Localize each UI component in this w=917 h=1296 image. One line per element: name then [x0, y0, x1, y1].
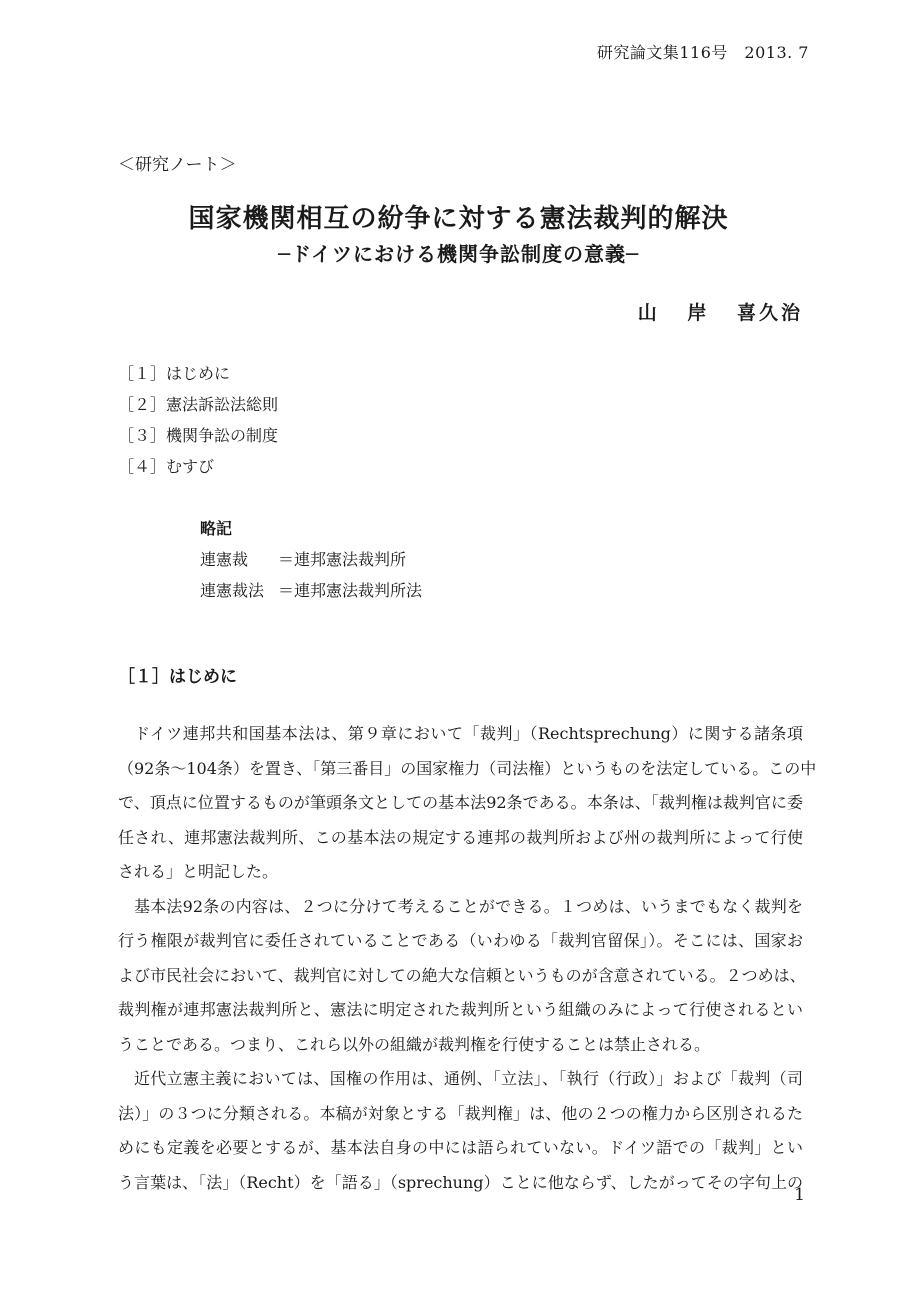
abbreviation-term: 連憲裁 — [200, 550, 249, 569]
article-type-label: ＜研究ノート＞ — [118, 155, 237, 175]
text-line: （92条～104条）を置き、「第三番目」の国家権力（司法権）というものを法定している。この中 — [118, 758, 817, 778]
text-line: 近代立憲主義においては、国権の作用は、通例、「立法」、「執行（行政）」および「裁判（司 — [134, 1069, 803, 1088]
toc-item: ［２］憲法訴訟法総則 — [118, 395, 279, 414]
abbreviations-title: 略記 — [200, 519, 233, 538]
text-line: 裁判権が連邦憲法裁判所と、憲法に明定された裁判所という組織のみによって行使されるとい — [118, 1000, 803, 1019]
text-line: 任され、連邦憲法裁判所、この基本法の規定する連邦の裁判所および州の裁判所によって行使 — [118, 827, 803, 847]
text-line: う言葉は、「法」（Recht）を「語る」（sprechung）ことに他ならず、したがってその字句上の — [118, 1172, 803, 1192]
page-number: 1 — [794, 1185, 805, 1205]
text-line: 基本法92条の内容は、２つに分けて考えることができる。１つめは、いうまでもなく裁判を — [134, 896, 803, 916]
body-text — [118, 717, 817, 1200]
text-line: 法）」の３つに分類される。本稿が対象とする「裁判権」は、他の２つの権力から区別されるた — [118, 1103, 803, 1123]
abbreviations-block — [200, 514, 422, 606]
toc-item: ［４］むすび — [118, 457, 215, 476]
text-line: ドイツ連邦共和国基本法は、第９章において「裁判」（Rechtsprechung）に関する諸条項 — [134, 724, 803, 743]
text-line: うことである。つまり、これら以外の組織が裁判権を行使することは禁止される。 — [118, 1034, 711, 1054]
toc-item: ［３］機関争訟の制度 — [118, 426, 279, 445]
text-line: 行う権限が裁判官に委任されていることである（いわゆる「裁判官留保」）。そこには、国家お — [118, 931, 803, 950]
abbreviation-definition: ＝連邦憲法裁判所 — [278, 550, 407, 569]
table-of-contents — [118, 358, 278, 482]
text-line: される」と明記した。 — [118, 862, 279, 881]
toc-item: ［１］はじめに — [118, 364, 231, 383]
journal-header: 研究論文集116号 2013. 7 — [596, 43, 809, 62]
text-line: で、頂点に位置するものが筆頭条文としての基本法92条である。本条は、「裁判権は裁判官に委 — [118, 793, 803, 812]
author-name: 山 岸 喜久治 — [637, 302, 803, 324]
paper-subtitle: ─ドイツにおける機関争訟制度の意義─ — [277, 242, 640, 266]
paragraph — [118, 1062, 803, 1200]
paragraph — [118, 717, 817, 890]
text-line: よび市民社会において、裁判官に対しての絶大な信頼というものが含意されている。２つめは、 — [118, 965, 806, 985]
abbreviation-row — [200, 575, 422, 606]
abbreviation-definition: ＝連邦憲法裁判所法 — [278, 581, 423, 600]
text-line: めにも定義を必要とするが、基本法自身の中には語られていない。ドイツ語での「裁判」とい — [118, 1138, 803, 1157]
paragraph — [118, 890, 806, 1063]
section-heading: ［１］はじめに — [118, 667, 237, 687]
paper-title: 国家機関相互の紛争に対する憲法裁判的解決 — [188, 204, 729, 234]
abbreviation-term: 連憲裁法 — [200, 581, 265, 600]
abbreviation-row — [200, 544, 422, 575]
